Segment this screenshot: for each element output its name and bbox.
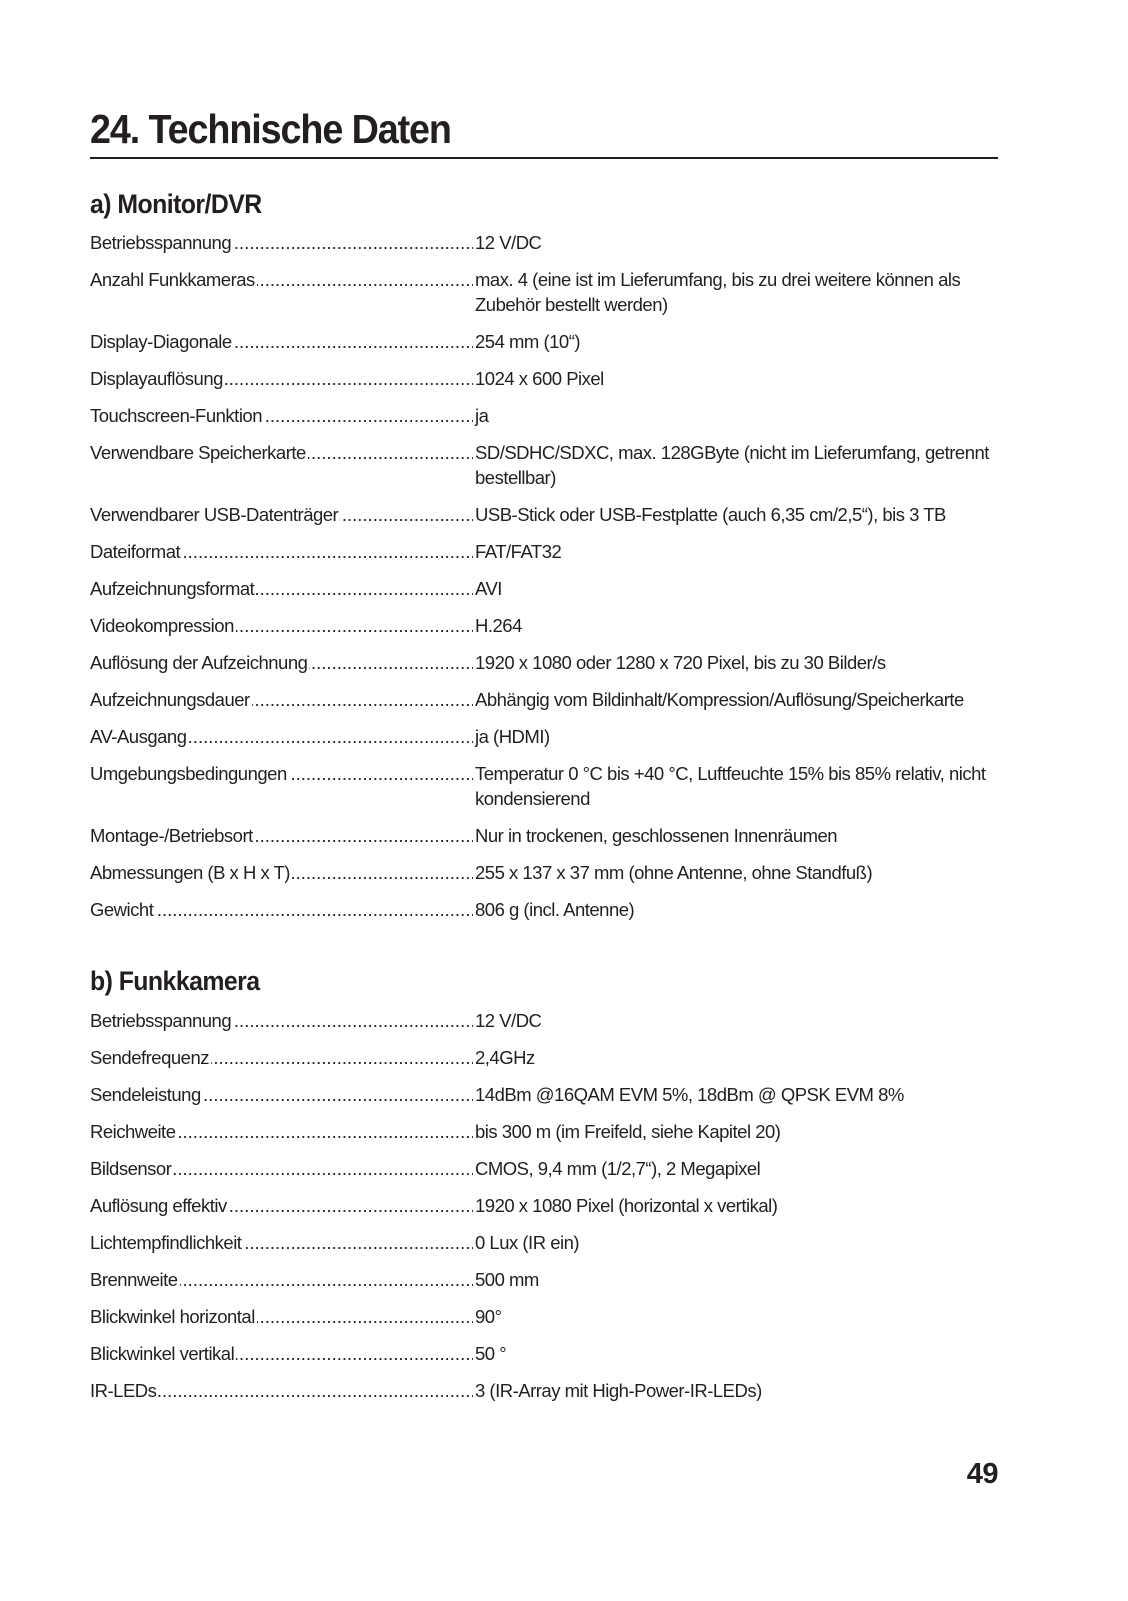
spec-label — [90, 860, 473, 885]
spec-label — [90, 403, 473, 428]
section-heading-funkkamera: b) Funkkamera — [90, 966, 260, 996]
spec-label-text: Brennweite — [90, 1269, 178, 1290]
spec-label-text: AV-Ausgang — [90, 726, 187, 747]
spec-row — [90, 1008, 998, 1033]
spec-row — [90, 230, 998, 255]
spec-value: H.264 — [475, 615, 522, 636]
spec-label-text: Aufzeichnungsformat — [90, 578, 255, 599]
spec-row — [90, 329, 998, 354]
spec-value: 3 (IR-Array mit High-Power-IR-LEDs) — [475, 1380, 762, 1401]
spec-label-text: Anzahl Funkkameras — [90, 269, 255, 290]
spec-label — [90, 440, 473, 490]
spec-list-monitor-dvr — [90, 230, 998, 934]
spec-value: 50 ° — [475, 1343, 507, 1364]
spec-label — [90, 1267, 473, 1292]
spec-label — [90, 1008, 473, 1033]
spec-label — [90, 823, 473, 848]
spec-label-text: Reichweite — [90, 1121, 176, 1142]
spec-value: ja (HDMI) — [475, 726, 550, 747]
spec-value: max. 4 (eine ist im Lieferumfang, bis zu drei weitere können als Zubehör bestellt werden) — [475, 269, 961, 315]
spec-row — [90, 1193, 998, 1218]
spec-value: bis 300 m (im Freifeld, siehe Kapitel 20) — [475, 1121, 781, 1142]
spec-row — [90, 650, 998, 675]
spec-label — [90, 1156, 473, 1181]
spec-value: FAT/FAT32 — [475, 541, 562, 562]
spec-value: 500 mm — [475, 1269, 539, 1290]
spec-row — [90, 687, 998, 712]
spec-label-text: Lichtempfindlichkeit — [90, 1232, 242, 1253]
spec-label — [90, 1193, 473, 1218]
spec-label-text: Blickwinkel vertikal — [90, 1343, 235, 1364]
spec-value: Abhängig vom Bildinhalt/Kompression/Auflösung/Speicherkarte — [475, 689, 964, 710]
spec-row — [90, 440, 998, 490]
spec-row — [90, 539, 998, 564]
spec-label — [90, 502, 473, 527]
spec-row — [90, 761, 998, 811]
chapter-rule — [90, 157, 998, 159]
spec-label — [90, 897, 473, 922]
spec-value: 14dBm @16QAM EVM 5%, 18dBm @ QPSK EVM 8% — [475, 1084, 904, 1105]
spec-label — [90, 1082, 473, 1107]
spec-row — [90, 1230, 998, 1255]
spec-label-text: Display-Diagonale — [90, 331, 232, 352]
spec-label-text: Dateiformat — [90, 541, 181, 562]
spec-label — [90, 267, 473, 317]
spec-row — [90, 1304, 998, 1329]
spec-value: 12 V/DC — [475, 232, 542, 253]
spec-value: USB-Stick oder USB-Festplatte (auch 6,35 cm/2,5“), bis 3 TB — [475, 504, 946, 525]
spec-label-text: Touchscreen-Funktion — [90, 405, 263, 426]
spec-value: 90° — [475, 1306, 502, 1327]
spec-row — [90, 860, 998, 885]
spec-value: ja — [475, 405, 489, 426]
spec-label-text: Verwendbare Speicherkarte — [90, 442, 306, 463]
spec-label-text: Umgebungsbedingungen — [90, 763, 287, 784]
spec-label — [90, 329, 473, 354]
spec-value: 1024 x 600 Pixel — [475, 368, 604, 389]
spec-value: 1920 x 1080 oder 1280 x 720 Pixel, bis zu 30 Bilder/s — [475, 652, 886, 673]
spec-value: 1920 x 1080 Pixel (horizontal x vertikal) — [475, 1195, 778, 1216]
spec-label-text: Videokompression — [90, 615, 234, 636]
spec-row — [90, 897, 998, 922]
spec-label — [90, 1230, 473, 1255]
spec-row — [90, 1378, 998, 1403]
spec-value: 254 mm (10“) — [475, 331, 581, 352]
spec-row — [90, 1341, 998, 1366]
spec-value: Temperatur 0 °C bis +40 °C, Luftfeuchte 15% bis 85% relativ, nicht kondensierend — [475, 763, 986, 809]
spec-label-text: Sendeleistung — [90, 1084, 201, 1105]
spec-label — [90, 230, 473, 255]
spec-label — [90, 1378, 473, 1403]
spec-row — [90, 1267, 998, 1292]
page-number: 49 — [966, 1458, 998, 1490]
spec-label — [90, 1045, 473, 1070]
spec-label — [90, 1119, 473, 1144]
spec-value: 255 x 137 x 37 mm (ohne Antenne, ohne Standfuß) — [475, 862, 873, 883]
spec-label — [90, 613, 473, 638]
spec-value: Nur in trockenen, geschlossenen Innenräumen — [475, 825, 838, 846]
spec-row — [90, 576, 998, 601]
spec-label — [90, 650, 473, 675]
spec-row — [90, 1082, 998, 1107]
spec-row — [90, 366, 998, 391]
spec-row — [90, 823, 998, 848]
spec-row — [90, 1045, 998, 1070]
spec-label — [90, 687, 473, 712]
spec-label-text: Auflösung effektiv — [90, 1195, 227, 1216]
spec-label-text: Displayauflösung — [90, 368, 223, 389]
spec-value: AVI — [475, 578, 502, 599]
spec-label — [90, 761, 473, 811]
spec-row — [90, 1156, 998, 1181]
spec-value: 806 g (incl. Antenne) — [475, 899, 635, 920]
spec-row — [90, 1119, 998, 1144]
spec-label-text: Montage-/Betriebsort — [90, 825, 253, 846]
spec-label-text: Bildsensor — [90, 1158, 172, 1179]
spec-label-text: Blickwinkel horizontal — [90, 1306, 255, 1327]
spec-label-text: Verwendbarer USB-Datenträger — [90, 504, 339, 525]
spec-label-text: Auflösung der Aufzeichnung — [90, 652, 308, 673]
spec-label-text: IR-LEDs — [90, 1380, 157, 1401]
spec-value: 2,4GHz — [475, 1047, 535, 1068]
spec-value: 12 V/DC — [475, 1010, 542, 1031]
spec-list-funkkamera — [90, 1008, 998, 1415]
spec-label — [90, 1341, 473, 1366]
spec-label — [90, 366, 473, 391]
spec-row — [90, 403, 998, 428]
spec-label — [90, 1304, 473, 1329]
spec-label-text: Sendefrequenz — [90, 1047, 209, 1068]
spec-label-text: Betriebsspannung — [90, 232, 232, 253]
spec-value: CMOS, 9,4 mm (1/2,7“), 2 Megapixel — [475, 1158, 761, 1179]
spec-label-text: Aufzeichnungsdauer — [90, 689, 250, 710]
spec-label-text: Gewicht — [90, 899, 154, 920]
spec-value: SD/SDHC/SDXC, max. 128GByte (nicht im Lieferumfang, getrennt bestellbar) — [475, 442, 989, 488]
spec-label — [90, 724, 473, 749]
spec-value: 0 Lux (IR ein) — [475, 1232, 580, 1253]
spec-label-text: Betriebsspannung — [90, 1010, 232, 1031]
spec-row — [90, 502, 998, 527]
spec-row — [90, 724, 998, 749]
chapter-title: 24. Technische Daten — [90, 106, 451, 152]
spec-label-text: Abmessungen (B x H x T) — [90, 862, 290, 883]
spec-label — [90, 576, 473, 601]
section-heading-monitor-dvr: a) Monitor/DVR — [90, 189, 262, 219]
spec-label — [90, 539, 473, 564]
spec-row — [90, 613, 998, 638]
spec-row — [90, 267, 998, 317]
